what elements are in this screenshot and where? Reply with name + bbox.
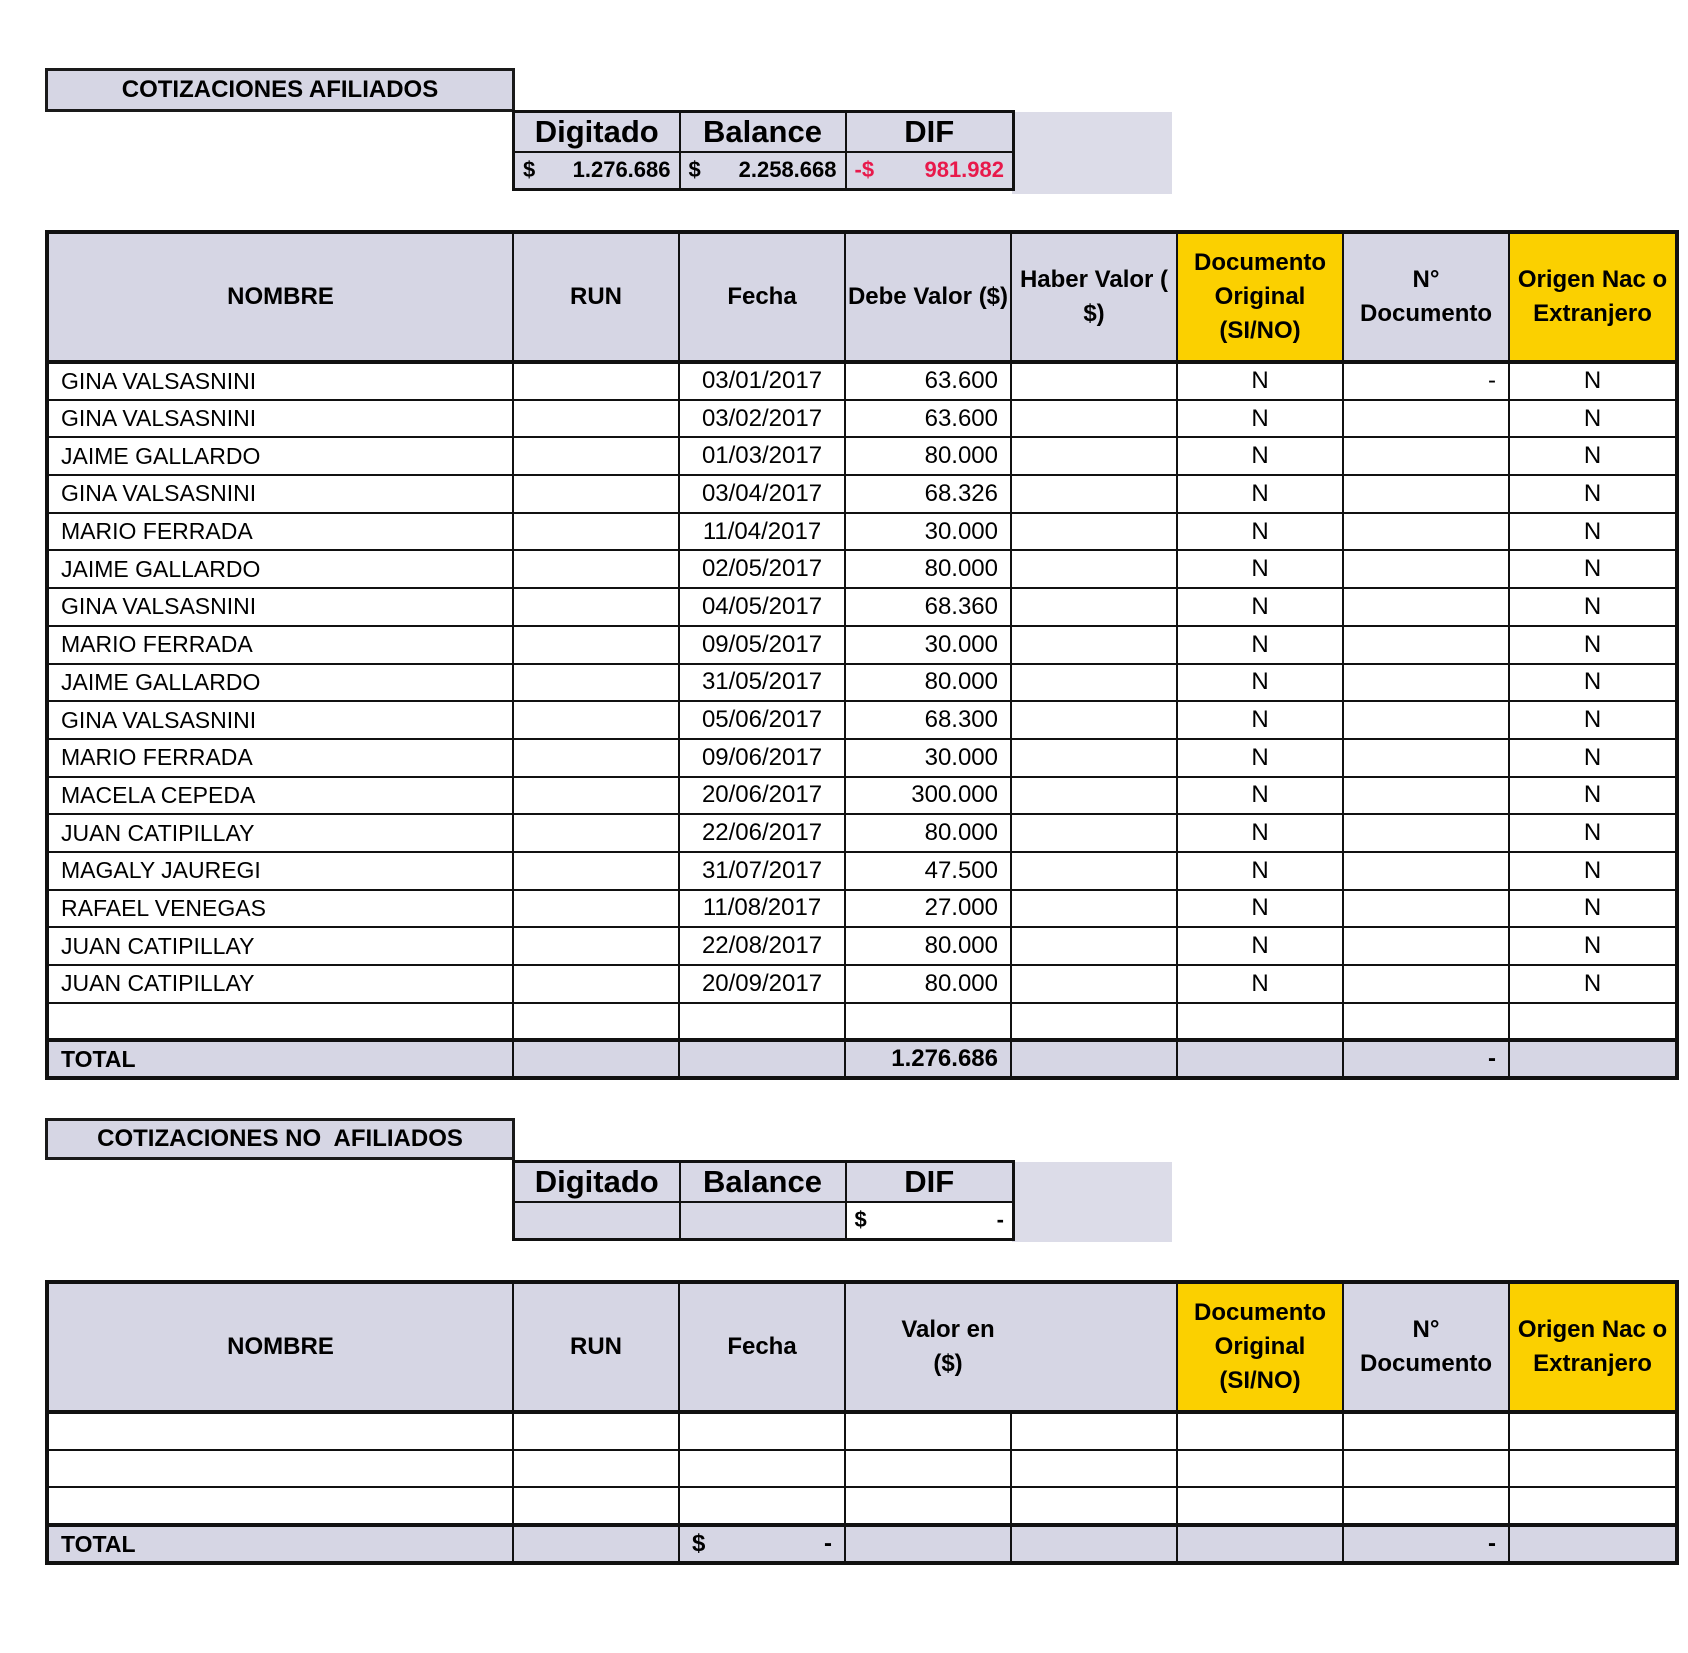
col-run: RUN: [513, 232, 679, 362]
col-documento-original: Documento Original (SI/NO): [1177, 1282, 1343, 1412]
cell-documento-original: N: [1177, 475, 1343, 513]
cell-run: [513, 701, 679, 739]
cell-fecha: 02/05/2017: [679, 550, 845, 588]
cell-run: [513, 814, 679, 852]
cell-run: [513, 362, 679, 400]
cell-nombre: GINA VALSASNINI: [47, 400, 513, 438]
cell-nombre: JAIME GALLARDO: [47, 550, 513, 588]
col-debe: Debe Valor ($): [845, 232, 1011, 362]
cell-debe: 300.000: [845, 777, 1011, 815]
total-row: [47, 1040, 1677, 1078]
cell-debe: 68.300: [845, 701, 1011, 739]
summary-header-digitado: Digitado: [514, 112, 680, 152]
cell-documento-original: N: [1177, 739, 1343, 777]
cell-nombre: GINA VALSASNINI: [47, 475, 513, 513]
cell-nombre: MACELA CEPEDA: [47, 777, 513, 815]
cell-nombre: RAFAEL VENEGAS: [47, 890, 513, 928]
total-n-documento: -: [1343, 1040, 1509, 1078]
table-row: [47, 777, 1677, 815]
cell-nombre: JAIME GALLARDO: [47, 664, 513, 702]
cell-fecha: 22/06/2017: [679, 814, 845, 852]
cell-fecha: 03/01/2017: [679, 362, 845, 400]
cell-run: [513, 588, 679, 626]
cell-run: [513, 475, 679, 513]
table-row: [47, 852, 1677, 890]
cell-origen: N: [1509, 550, 1677, 588]
cell-haber: [1011, 777, 1177, 815]
cell-documento-original: N: [1177, 664, 1343, 702]
col-fecha: Fecha: [679, 1282, 845, 1412]
table-row: [47, 1003, 1677, 1041]
summary-header-balance: Balance: [680, 112, 846, 152]
cell-haber: [1011, 588, 1177, 626]
cell-fecha: 05/06/2017: [679, 701, 845, 739]
cell-nombre: GINA VALSASNINI: [47, 362, 513, 400]
col-fecha: Fecha: [679, 232, 845, 362]
cell-n-documento: [1343, 664, 1509, 702]
cell-origen: N: [1509, 588, 1677, 626]
cell-haber: [1011, 513, 1177, 551]
summary-balance-value: [680, 1202, 846, 1240]
cell-haber: [1011, 890, 1177, 928]
col-nombre: NOMBRE: [47, 232, 513, 362]
cell-haber: [1011, 475, 1177, 513]
cell-fecha: 03/02/2017: [679, 400, 845, 438]
cell-n-documento: [1343, 965, 1509, 1003]
cell-run: [513, 513, 679, 551]
cell-fecha: 31/07/2017: [679, 852, 845, 890]
table-row: [47, 513, 1677, 551]
cell-origen: N: [1509, 626, 1677, 664]
table-row: [47, 890, 1677, 928]
cell-nombre: JAIME GALLARDO: [47, 437, 513, 475]
total-label: TOTAL: [47, 1525, 513, 1563]
cell-haber: [1011, 362, 1177, 400]
cell-haber: [1011, 965, 1177, 1003]
col-valor: Valor en ($): [845, 1282, 1177, 1412]
table-row: [47, 814, 1677, 852]
cell-origen: N: [1509, 777, 1677, 815]
cell-debe: 63.600: [845, 362, 1011, 400]
table-row: [47, 362, 1677, 400]
cell-nombre: GINA VALSASNINI: [47, 701, 513, 739]
col-n-documento: N° Documento: [1343, 1282, 1509, 1412]
summary-digitado-value: [514, 1202, 680, 1240]
cell-nombre: JUAN CATIPILLAY: [47, 814, 513, 852]
cell-run: [513, 852, 679, 890]
no-afiliados-table: [45, 1280, 1679, 1565]
cell-debe: 80.000: [845, 927, 1011, 965]
cell-debe: 80.000: [845, 437, 1011, 475]
cell-run: [513, 965, 679, 1003]
cell-run: [513, 626, 679, 664]
cell-fecha: 20/06/2017: [679, 777, 845, 815]
cell-n-documento: [1343, 814, 1509, 852]
cell-haber: [1011, 626, 1177, 664]
cell-origen: N: [1509, 475, 1677, 513]
cell-origen: N: [1509, 814, 1677, 852]
cell-run: [513, 400, 679, 438]
cell-documento-original: N: [1177, 814, 1343, 852]
cell-documento-original: N: [1177, 927, 1343, 965]
total-fecha-value: $ -: [679, 1525, 845, 1563]
table-row: [47, 701, 1677, 739]
summary-shade-2: [1012, 1162, 1172, 1242]
summary-shade: [1012, 112, 1172, 194]
cell-n-documento: [1343, 777, 1509, 815]
cell-run: [513, 890, 679, 928]
cell-haber: [1011, 664, 1177, 702]
cell-origen: N: [1509, 852, 1677, 890]
table-row: [47, 1412, 1677, 1450]
cell-n-documento: [1343, 626, 1509, 664]
cell-fecha: 11/08/2017: [679, 890, 845, 928]
total-label: TOTAL: [47, 1040, 513, 1078]
cell-debe: 27.000: [845, 890, 1011, 928]
cell-nombre: MAGALY JAUREGI: [47, 852, 513, 890]
cell-origen: N: [1509, 701, 1677, 739]
cell-nombre: JUAN CATIPILLAY: [47, 965, 513, 1003]
summary-dif-value: $ -: [846, 1202, 1014, 1240]
cell-debe: 80.000: [845, 664, 1011, 702]
cell-documento-original: N: [1177, 777, 1343, 815]
cell-debe: 30.000: [845, 626, 1011, 664]
cell-debe: 63.600: [845, 400, 1011, 438]
table-row: [47, 965, 1677, 1003]
cell-debe: 80.000: [845, 814, 1011, 852]
col-origen: Origen Nac o Extranjero: [1509, 232, 1677, 362]
cell-debe: 80.000: [845, 965, 1011, 1003]
col-origen: Origen Nac o Extranjero: [1509, 1282, 1677, 1412]
table-row: [47, 739, 1677, 777]
cell-documento-original: N: [1177, 437, 1343, 475]
afiliados-summary-table: [512, 110, 1015, 191]
cell-origen: N: [1509, 739, 1677, 777]
cell-haber: [1011, 814, 1177, 852]
cell-fecha: 01/03/2017: [679, 437, 845, 475]
summary-balance-value: $ 2.258.668: [680, 152, 846, 190]
cell-run: [513, 437, 679, 475]
cell-haber: [1011, 550, 1177, 588]
cell-fecha: 03/04/2017: [679, 475, 845, 513]
cell-nombre: MARIO FERRADA: [47, 739, 513, 777]
cell-origen: N: [1509, 664, 1677, 702]
col-n-documento: N° Documento: [1343, 232, 1509, 362]
cell-origen: N: [1509, 965, 1677, 1003]
cell-documento-original: N: [1177, 400, 1343, 438]
afiliados-title: COTIZACIONES AFILIADOS: [45, 68, 515, 112]
cell-origen: N: [1509, 437, 1677, 475]
table-row: [47, 1487, 1677, 1525]
summary-digitado-value: $ 1.276.686: [514, 152, 680, 190]
cell-n-documento: [1343, 588, 1509, 626]
table-row: [47, 550, 1677, 588]
table-row: [47, 1450, 1677, 1488]
no-afiliados-summary-table: [512, 1160, 1015, 1241]
cell-n-documento: [1343, 890, 1509, 928]
cell-fecha: 04/05/2017: [679, 588, 845, 626]
cell-n-documento: [1343, 701, 1509, 739]
cell-haber: [1011, 739, 1177, 777]
cell-run: [513, 927, 679, 965]
table-row: [47, 588, 1677, 626]
cell-origen: N: [1509, 513, 1677, 551]
cell-debe: 68.326: [845, 475, 1011, 513]
summary-header-dif: DIF: [846, 112, 1014, 152]
table-row: [47, 437, 1677, 475]
cell-documento-original: N: [1177, 852, 1343, 890]
cell-haber: [1011, 927, 1177, 965]
cell-haber: [1011, 437, 1177, 475]
afiliados-rows: [47, 362, 1677, 1078]
cell-haber: [1011, 400, 1177, 438]
cell-documento-original: N: [1177, 965, 1343, 1003]
cell-n-documento: [1343, 513, 1509, 551]
cell-n-documento: [1343, 739, 1509, 777]
cell-nombre: GINA VALSASNINI: [47, 588, 513, 626]
cell-haber: [1011, 852, 1177, 890]
total-n-documento: -: [1343, 1525, 1509, 1563]
cell-origen: N: [1509, 890, 1677, 928]
total-row: [47, 1525, 1677, 1563]
cell-fecha: 09/06/2017: [679, 739, 845, 777]
cell-fecha: 22/08/2017: [679, 927, 845, 965]
summary-dif-value: -$ 981.982: [846, 152, 1014, 190]
col-run: RUN: [513, 1282, 679, 1412]
cell-fecha: 11/04/2017: [679, 513, 845, 551]
cell-n-documento: [1343, 475, 1509, 513]
afiliados-table: [45, 230, 1679, 1080]
col-haber: Haber Valor ( $): [1011, 232, 1177, 362]
col-nombre: NOMBRE: [47, 1282, 513, 1412]
cell-n-documento: [1343, 550, 1509, 588]
cell-documento-original: N: [1177, 513, 1343, 551]
cell-documento-original: N: [1177, 588, 1343, 626]
cell-run: [513, 777, 679, 815]
cell-origen: N: [1509, 400, 1677, 438]
no-afiliados-title: COTIZACIONES NO AFILIADOS: [45, 1118, 515, 1160]
no-afiliados-rows: [47, 1412, 1677, 1563]
table-row: [47, 400, 1677, 438]
cell-nombre: MARIO FERRADA: [47, 626, 513, 664]
cell-nombre: MARIO FERRADA: [47, 513, 513, 551]
table-row: [47, 626, 1677, 664]
cell-run: [513, 664, 679, 702]
col-documento-original: Documento Original (SI/NO): [1177, 232, 1343, 362]
cell-debe: 30.000: [845, 513, 1011, 551]
cell-n-documento: [1343, 437, 1509, 475]
cell-debe: 30.000: [845, 739, 1011, 777]
cell-run: [513, 739, 679, 777]
summary-header-balance: Balance: [680, 1162, 846, 1202]
total-debe-value: 1.276.686: [845, 1040, 1011, 1078]
cell-fecha: 20/09/2017: [679, 965, 845, 1003]
cell-run: [513, 550, 679, 588]
cell-n-documento: [1343, 927, 1509, 965]
cell-n-documento: [1343, 400, 1509, 438]
cell-documento-original: N: [1177, 626, 1343, 664]
cell-n-documento: [1343, 852, 1509, 890]
table-row: [47, 664, 1677, 702]
table-row: [47, 475, 1677, 513]
cell-fecha: 09/05/2017: [679, 626, 845, 664]
cell-documento-original: N: [1177, 701, 1343, 739]
summary-header-digitado: Digitado: [514, 1162, 680, 1202]
cell-origen: N: [1509, 927, 1677, 965]
cell-debe: 80.000: [845, 550, 1011, 588]
cell-documento-original: N: [1177, 362, 1343, 400]
cell-nombre: JUAN CATIPILLAY: [47, 927, 513, 965]
cell-origen: N: [1509, 362, 1677, 400]
cell-documento-original: N: [1177, 550, 1343, 588]
cell-haber: [1011, 701, 1177, 739]
summary-header-dif: DIF: [846, 1162, 1014, 1202]
cell-n-documento: -: [1343, 362, 1509, 400]
cell-debe: 47.500: [845, 852, 1011, 890]
cell-documento-original: N: [1177, 890, 1343, 928]
cell-debe: 68.360: [845, 588, 1011, 626]
table-row: [47, 927, 1677, 965]
cell-fecha: 31/05/2017: [679, 664, 845, 702]
